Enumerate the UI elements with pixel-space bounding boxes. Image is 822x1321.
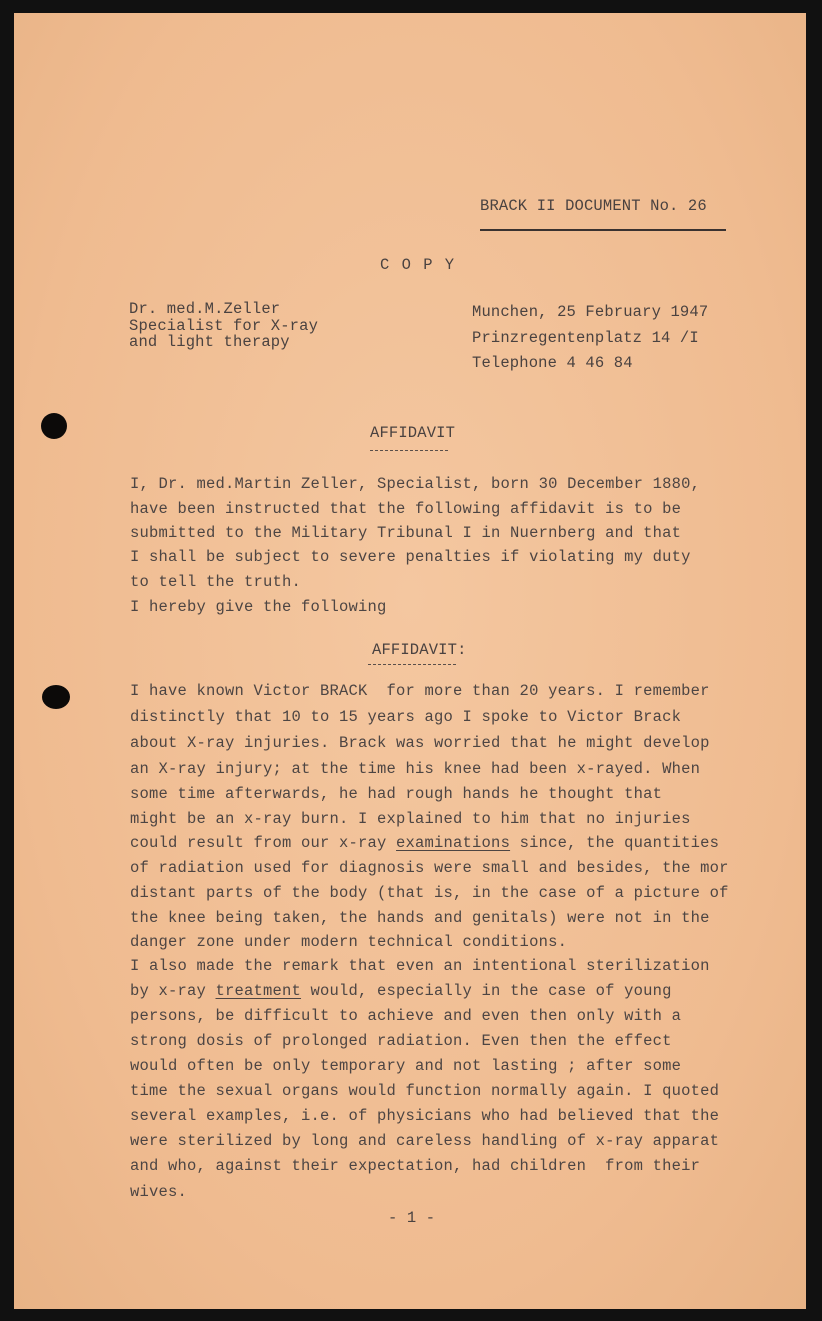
body-line-13 — [130, 982, 672, 1000]
address-line-3: Telephone 4 46 84 — [472, 354, 633, 372]
address-line-2: Prinzregentenplatz 14 /I — [472, 329, 699, 347]
intro-line-6: I hereby give the following — [130, 598, 387, 616]
title-2-underline — [368, 664, 456, 665]
underlined-examinations: examinations — [396, 834, 511, 852]
body-line-6: might be an x-ray burn. I explained to him that no injuries — [130, 810, 691, 828]
intro-line-2: have been instructed that the following affidavit is to be — [130, 500, 682, 518]
body-line-15: strong dosis of prolonged radiation. Even then the effect — [130, 1032, 672, 1050]
address-line-1: Munchen, 25 February 1947 — [472, 303, 709, 321]
body-line-19: were sterilized by long and careless handling of x-ray apparat — [130, 1132, 720, 1150]
intro-line-1: I, Dr. med.Martin Zeller, Specialist, born 30 December 1880, — [130, 475, 701, 493]
copy-label: C O P Y — [380, 256, 456, 274]
body-line-7 — [130, 834, 719, 852]
body-line-13-start: by x-ray — [130, 982, 216, 1000]
affidavit-title-2: AFFIDAVIT: — [372, 641, 467, 659]
document-reference: BRACK II DOCUMENT No. 26 — [480, 197, 707, 215]
body-line-9: distant parts of the body (that is, in the case of a picture of — [130, 884, 729, 902]
body-line-7-start: could result from our x-ray — [130, 834, 397, 852]
reference-underline — [480, 229, 726, 231]
punch-hole-bottom — [42, 685, 70, 709]
body-line-11: danger zone under modern technical conditions. — [130, 933, 568, 951]
body-line-10: the knee being taken, the hands and genitals) were not in the — [130, 909, 710, 927]
title-underline — [370, 450, 448, 451]
sender-line-2: Specialist for X-ray — [129, 317, 319, 335]
body-line-2: distinctly that 10 to 15 years ago I spoke to Victor Brack — [130, 708, 682, 726]
intro-line-4: I shall be subject to severe penalties if violating my duty — [130, 548, 691, 566]
body-line-13-end: would, especially in the case of young — [301, 982, 672, 1000]
body-line-3: about X-ray injuries. Brack was worried that he might develop — [130, 734, 710, 752]
body-line-20: and who, against their expectation, had children from their — [130, 1157, 701, 1175]
body-line-4: an X-ray injury; at the time his knee had been x-rayed. When — [130, 760, 701, 778]
body-line-1: I have known Victor BRACK for more than 20 years. I remember — [130, 682, 710, 700]
body-line-17: time the sexual organs would function normally again. I quoted — [130, 1082, 720, 1100]
body-line-8: of radiation used for diagnosis were small and besides, the mor — [130, 859, 729, 877]
body-line-21: wives. — [130, 1183, 188, 1201]
underlined-treatment: treatment — [215, 982, 302, 1000]
body-line-12: I also made the remark that even an intentional sterilization — [130, 957, 710, 975]
sender-line-3: and light therapy — [129, 333, 290, 351]
body-line-14: persons, be difficult to achieve and even then only with a — [130, 1007, 682, 1025]
intro-line-3: submitted to the Military Tribunal I in Nuernberg and that — [130, 524, 682, 542]
body-line-16: would often be only temporary and not lasting ; after some — [130, 1057, 682, 1075]
affidavit-title: AFFIDAVIT — [370, 424, 456, 442]
intro-line-5: to tell the truth. — [130, 573, 302, 591]
body-line-18: several examples, i.e. of physicians who had believed that the — [130, 1107, 720, 1125]
body-line-7-end: since, the quantities — [510, 834, 720, 852]
body-line-5: some time afterwards, he had rough hands he thought that — [130, 785, 663, 803]
sender-line-1: Dr. med.M.Zeller — [129, 300, 281, 318]
punch-hole-top — [41, 413, 67, 439]
page-number: - 1 - — [388, 1209, 436, 1227]
document-page — [14, 13, 806, 1309]
